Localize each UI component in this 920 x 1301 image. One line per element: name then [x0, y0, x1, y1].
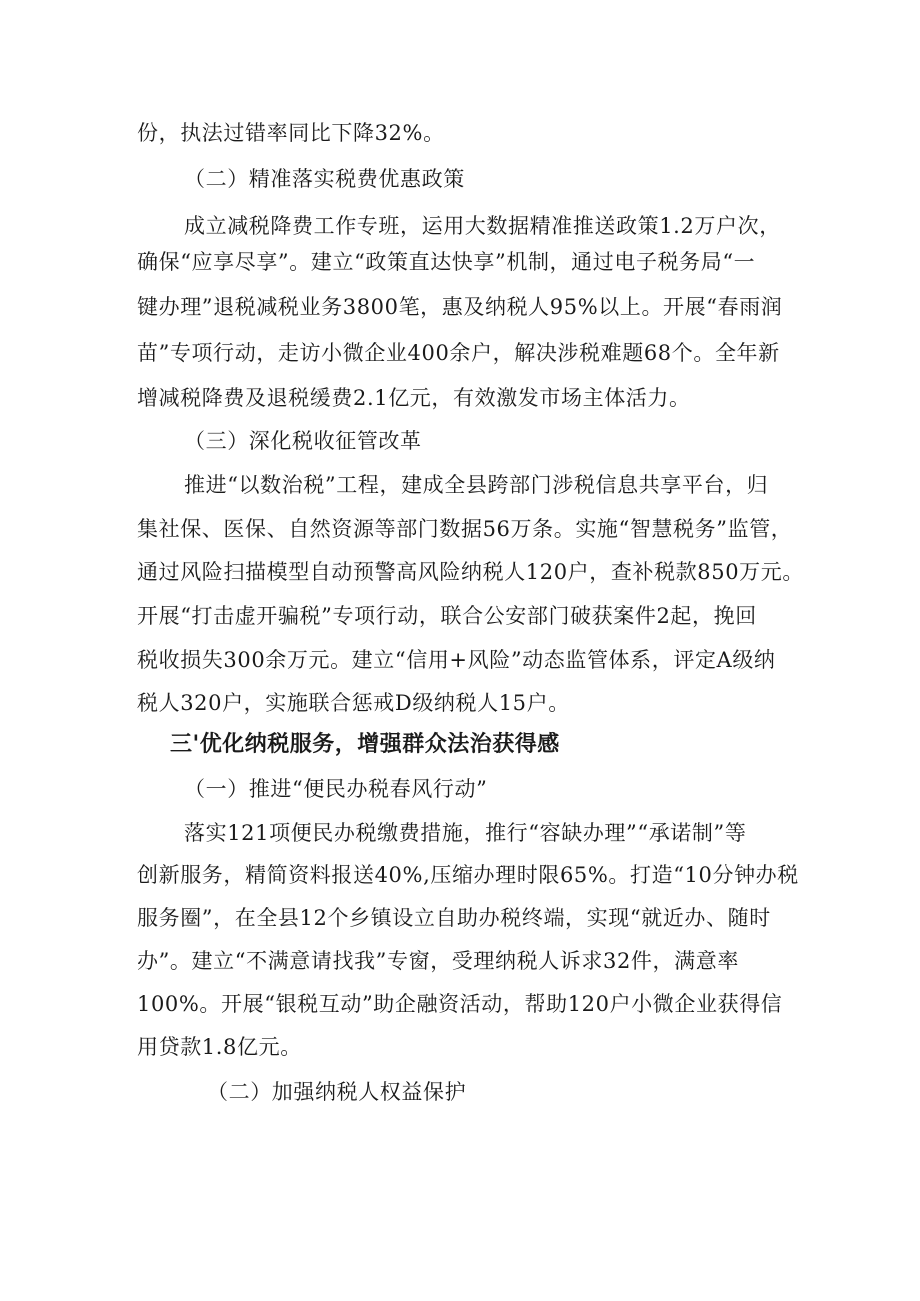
paragraph-line: 通过风险扫描模型自动预警高风险纳税人120户，查补税款850万元。 [137, 560, 804, 584]
paragraph-line: 办”。建立“不满意请找我”专窗，受理纳税人诉求32件，满意率 [137, 949, 739, 973]
paragraph-line: 推进“以数治税”工程，建成全县跨部门涉税信息共享平台，归 [184, 473, 769, 497]
section-heading-2b: （二）加强纳税人权益保护 [207, 1080, 467, 1104]
section-heading-2: （二）精准落实税费优惠政策 [184, 167, 465, 191]
section-heading-1: （一）推进“便民办税春风行动” [184, 777, 488, 801]
paragraph-line: 税收损失300余万元。建立“信用+风险”动态监管体系，评定A级纳 [137, 648, 776, 672]
paragraph-line: 份，执法过错率同比下降32%。 [137, 121, 445, 145]
paragraph-line: 集社保、医保、自然资源等部门数据56万条。实施“智慧税务”监管， [137, 517, 793, 541]
paragraph-line: 增减税降费及退税缓费2.1亿元，有效激发市场主体活力。 [137, 386, 691, 410]
paragraph-line: 税人320户，实施联合惩戒D级纳税人15户。 [137, 691, 570, 715]
paragraph-line: 落实121项便民办税缴费措施，推行“容缺办理”“承诺制”等 [184, 821, 747, 845]
paragraph-line: 苗”专项行动，走访小微企业400余户，解决涉税难题68个。全年新 [137, 341, 780, 365]
chapter-heading: 三'优化纳税服务，增强群众法治获得感 [170, 732, 560, 757]
paragraph-line: 确保“应享尽享”。建立“政策直达快享”机制，通过电子税务局“一 [137, 250, 756, 274]
paragraph-line: 创新服务，精简资料报送40%,压缩办理时限65%。打造“10分钟办税 [137, 863, 799, 887]
paragraph-line: 用贷款1.8亿元。 [137, 1035, 302, 1059]
paragraph-line: 成立减税降费工作专班，运用大数据精准推送政策1.2万户次， [184, 214, 781, 238]
paragraph-line: 键办理”退税减税业务3800笔，惠及纳税人95%以上。开展“春雨润 [137, 295, 783, 319]
paragraph-line: 开展“打击虚开骗税”专项行动，联合公安部门破获案件2起，挽回 [137, 604, 757, 628]
paragraph-line: 服务圈”，在全县12个乡镇设立自助办税终端，实现“就近办、随时 [137, 906, 771, 930]
section-heading-3: （三）深化税收征管改革 [184, 429, 422, 453]
paragraph-line: 100%。开展“银税互动”助企融资活动，帮助120户小微企业获得信 [137, 992, 783, 1016]
